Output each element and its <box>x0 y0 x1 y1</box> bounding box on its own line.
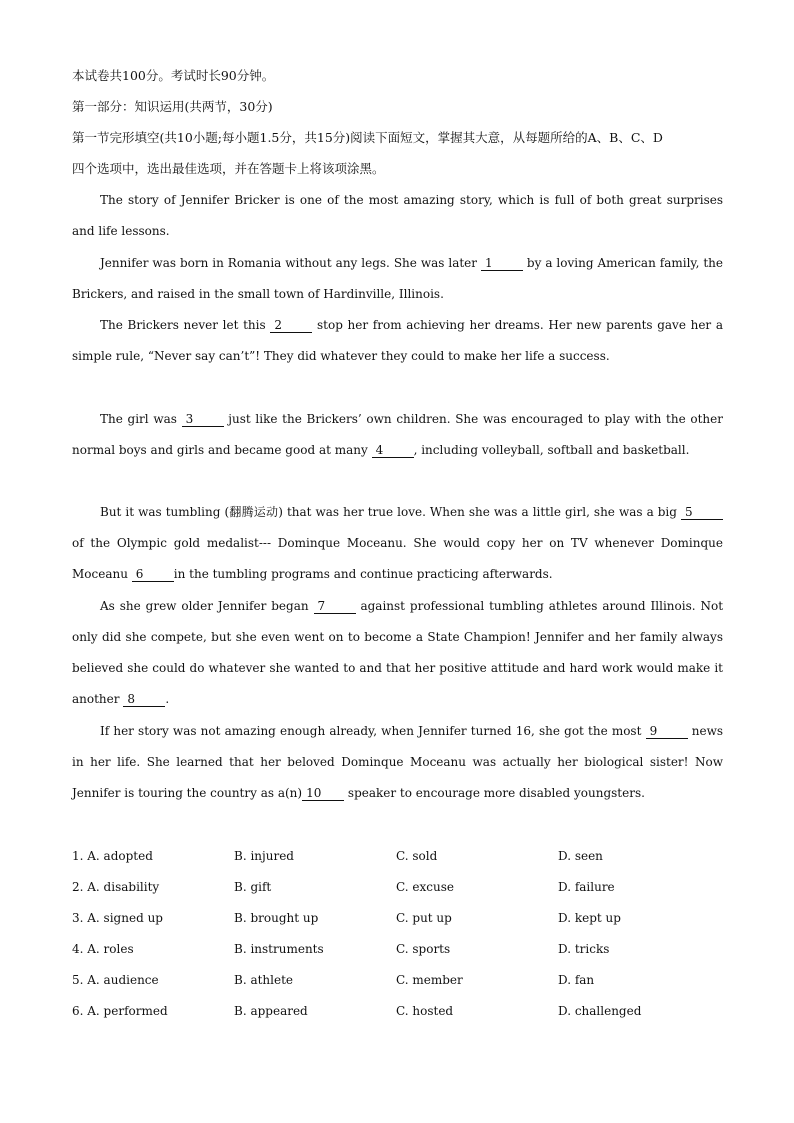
paragraph-text: Jennifer was born in Romania without any legs. She was later <box>100 256 481 270</box>
section-title: 第一部分：知识运用(共两节，30分) <box>72 99 273 114</box>
question-options-1 <box>72 841 732 872</box>
option-c: C. put up <box>396 911 452 925</box>
passage-paragraph-2 <box>72 248 723 310</box>
paragraph-text: . <box>165 692 170 706</box>
paragraph-text: As she grew older Jennifer began <box>100 599 314 613</box>
option-c: C. sports <box>396 942 451 956</box>
paragraph-text: against professional tumbling athletes around Illinois. Not only did she compete, but she even went on to become a State Champion! Jennifer and her family always believed she could do whatever she wanted to and that her positive attitude and hard work would make it another <box>72 599 724 706</box>
instructions-line-1: 第一节完形填空(共10小题;每小题1.5分，共15分)阅读下面短文，掌握其大意，从每题所给的A、B、C、D <box>72 130 663 145</box>
blank-4: 4 <box>372 443 414 458</box>
blank-9: 9 <box>646 724 688 739</box>
passage-paragraph-6 <box>72 591 723 715</box>
option-c: C. excuse <box>396 880 454 894</box>
paragraph-text: news in her life. She learned that her beloved Dominque Moceanu was actually her biological sister! Now Jennifer is touring the country as a(n) <box>72 724 723 800</box>
blank-1: 1 <box>481 256 523 271</box>
option-a: 1. A. adopted <box>72 849 153 863</box>
paragraph-text: stop her from achieving her dreams. Her new parents gave her a simple rule, “Never say can’t”! They did whatever they could to make her life a success. <box>72 318 723 363</box>
option-b: B. injured <box>234 849 294 863</box>
option-b: B. gift <box>234 880 272 894</box>
question-options-4 <box>72 934 732 965</box>
option-c: C. sold <box>396 849 438 863</box>
option-a: 4. A. roles <box>72 942 134 956</box>
instructions-line-2: 四个选项中，选出最佳选项，并在答题卡上将该项涂黑。 <box>72 161 385 176</box>
option-d: D. fan <box>558 973 595 987</box>
option-d: D. tricks <box>558 942 610 956</box>
option-c: C. member <box>396 973 463 987</box>
passage-paragraph-5 <box>72 497 723 590</box>
blank-7: 7 <box>314 599 356 614</box>
blank-10: 10 <box>302 786 344 801</box>
option-c: C. hosted <box>396 1004 454 1018</box>
question-options-6 <box>72 996 732 1027</box>
paragraph-text: But it was tumbling (翻腾运动) that was her true love. When she was a little girl, she was a big <box>100 505 681 519</box>
paragraph-text: just like the Brickers’ own children. She was encouraged to play with the other normal boys and girls and became good at many <box>72 412 723 457</box>
paragraph-text: , including volleyball, softball and basketball. <box>413 443 690 457</box>
passage-paragraph-1: The story of Jennifer Bricker is one of the most amazing story, which is full of both great surprises and life lessons. <box>72 193 723 238</box>
blank-8: 8 <box>123 692 165 707</box>
option-d: D. failure <box>558 880 615 894</box>
option-a: 5. A. audience <box>72 973 159 987</box>
option-a: 3. A. signed up <box>72 911 163 925</box>
passage-paragraph-4 <box>72 404 723 466</box>
passage-paragraph-7 <box>72 716 723 809</box>
paragraph-text: The Brickers never let this <box>100 318 271 332</box>
question-options-5 <box>72 965 732 996</box>
blank-6: 6 <box>132 567 174 582</box>
exam-info-line: 本试卷共100分。考试时长90分钟。 <box>72 68 275 83</box>
option-d: D. seen <box>558 849 603 863</box>
paragraph-text: speaker to encourage more disabled youngsters. <box>344 786 645 800</box>
paragraph-text: The girl was <box>100 412 182 426</box>
option-a: 6. A. performed <box>72 1004 168 1018</box>
option-d: D. kept up <box>558 911 621 925</box>
option-b: B. appeared <box>234 1004 308 1018</box>
passage-paragraph-3 <box>72 310 723 372</box>
paragraph-text: of the Olympic gold medalist--- Dominque Moceanu. She would copy her on TV whenever Dominque Moceanu <box>72 536 723 581</box>
option-b: B. instruments <box>234 942 324 956</box>
paragraph-text: by a loving American family, the Brickers, and raised in the small town of Hardinville, Illinois. <box>72 256 724 301</box>
blank-2: 2 <box>270 318 312 333</box>
option-b: B. athlete <box>234 973 294 987</box>
paragraph-text: If her story was not amazing enough already, when Jennifer turned 16, she got the most <box>100 724 646 738</box>
paragraph-text: in the tumbling programs and continue practicing afterwards. <box>173 567 553 581</box>
option-d: D. challenged <box>558 1004 642 1018</box>
question-options-3 <box>72 903 732 934</box>
blank-5: 5 <box>681 505 723 520</box>
option-b: B. brought up <box>234 911 319 925</box>
option-a: 2. A. disability <box>72 880 160 894</box>
question-options-2 <box>72 872 732 903</box>
blank-3: 3 <box>182 412 224 427</box>
